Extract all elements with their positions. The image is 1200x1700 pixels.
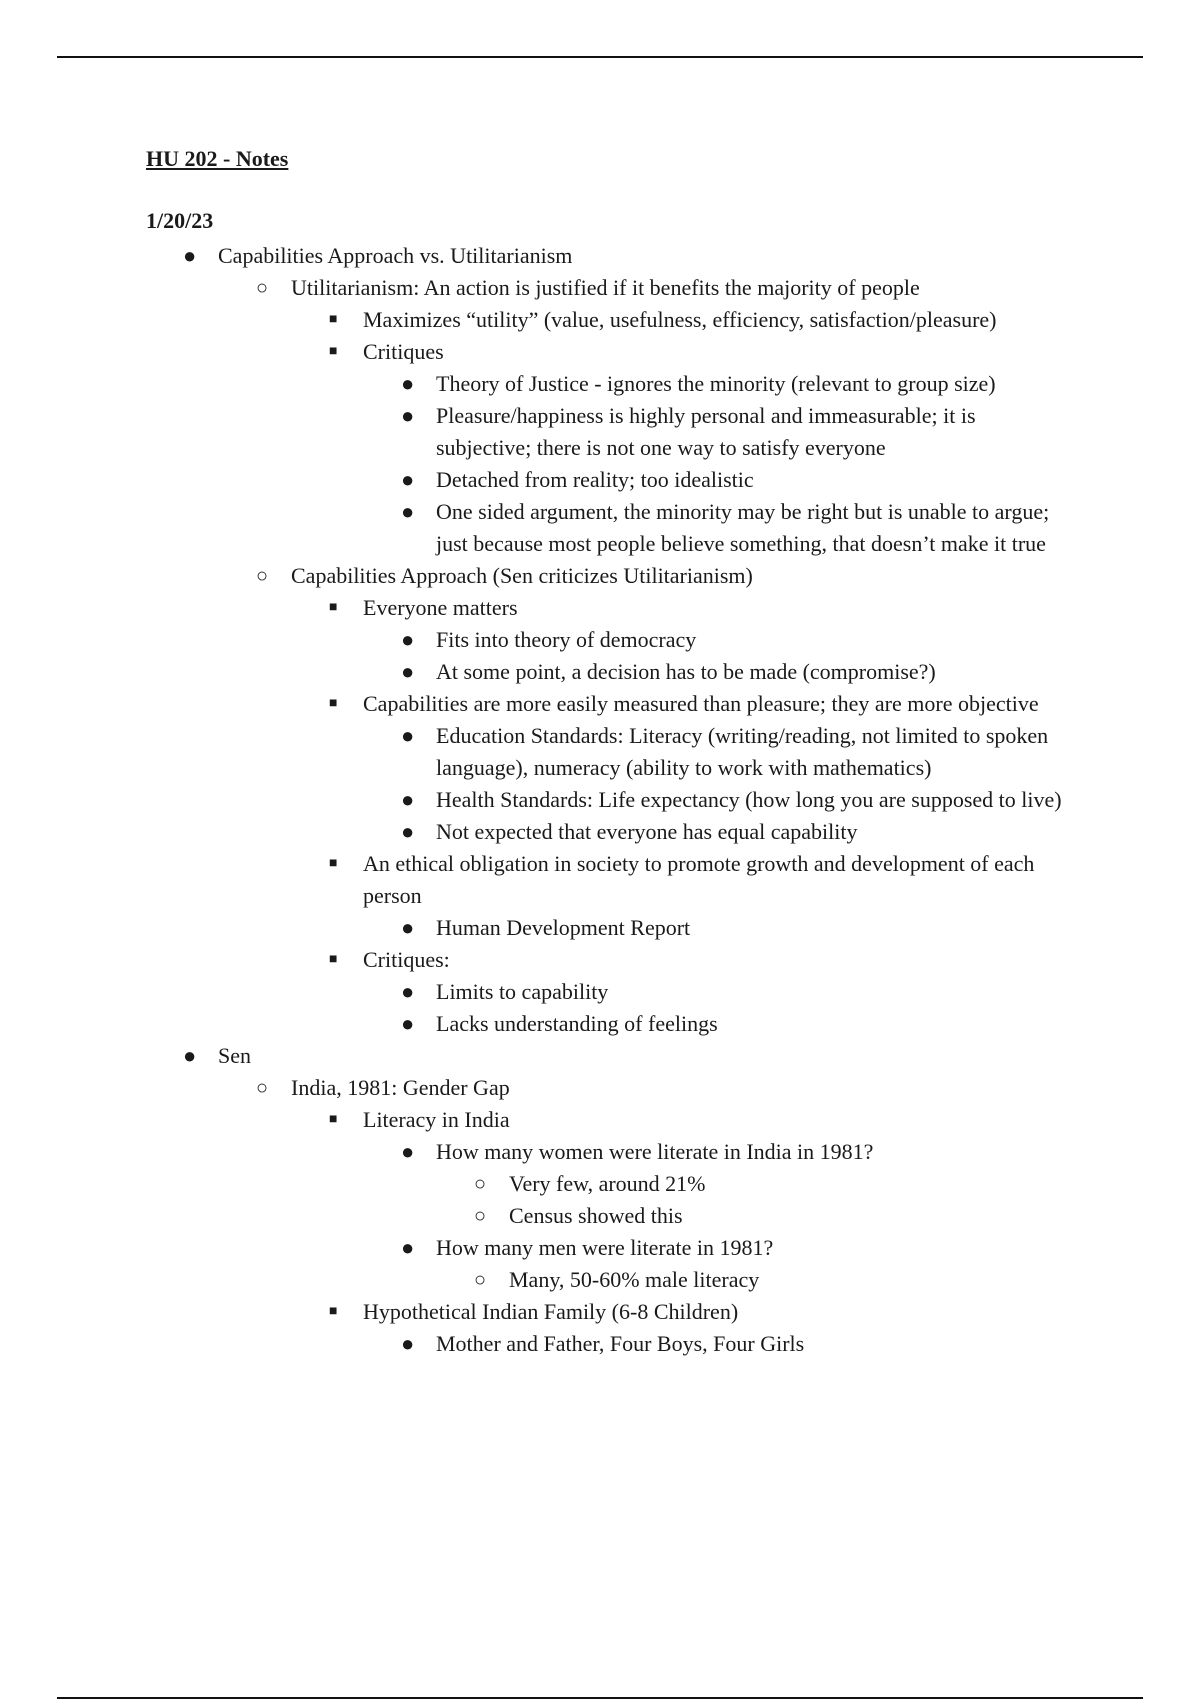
circle-bullet-icon: ○ (474, 1205, 487, 1227)
item-text: Health Standards: Life expectancy (how long you are supposed to live) (436, 787, 1062, 812)
item-text: Many, 50-60% male literacy (509, 1267, 760, 1292)
item-text: Human Development Report (436, 915, 691, 940)
disc-bullet-icon: ● (401, 1331, 415, 1356)
list-item (0, 848, 1083, 912)
list-item (0, 1168, 1200, 1200)
circle-bullet-icon: ○ (256, 1077, 269, 1099)
list-item (0, 624, 1076, 656)
item-text: Utilitarianism: An action is justified if it benefits the majority of people (291, 275, 920, 300)
item-text: Limits to capability (436, 979, 609, 1004)
item-text: How many women were literate in India in 1981? (436, 1139, 874, 1164)
list-item (0, 1008, 1076, 1040)
item-text: An ethical obligation in society to promote growth and development of each person (363, 851, 1035, 908)
section-date: 1/20/23 (146, 208, 214, 233)
list-item (0, 784, 1076, 816)
disc-bullet-icon: ● (401, 819, 415, 844)
list-item (0, 976, 1076, 1008)
list-item (0, 336, 1083, 368)
item-text: Lacks understanding of feelings (436, 1011, 718, 1036)
circle-bullet-icon: ○ (256, 565, 269, 587)
item-text: Pleasure/happiness is highly personal and immeasurable; it is subjective; there is not one way to satisfy everyone (436, 403, 976, 460)
item-text: Literacy in India (363, 1107, 510, 1132)
list-item (0, 1200, 1200, 1232)
bottom-rule (57, 1697, 1143, 1699)
item-text: Hypothetical Indian Family (6-8 Children) (363, 1299, 739, 1324)
item-text: One sided argument, the minority may be right but is unable to argue; just because most people believe something, that doesn’t make it true (436, 499, 1050, 556)
list-item (0, 816, 1076, 848)
circle-bullet-icon: ○ (474, 1173, 487, 1195)
item-text: Education Standards: Literacy (writing/reading, not limited to spoken language), numeracy (ability to work with mathematics) (436, 723, 1049, 780)
list-item (0, 912, 1076, 944)
disc-bullet-icon: ● (401, 627, 415, 652)
square-bullet-icon: ■ (329, 312, 338, 327)
item-text: Capabilities are more easily measured than pleasure; they are more objective (363, 691, 1039, 716)
list-item (0, 368, 1076, 400)
list-item (0, 688, 1083, 720)
square-bullet-icon: ■ (329, 1112, 338, 1127)
list-item (0, 1328, 1076, 1360)
item-text: Not expected that everyone has equal capability (436, 819, 858, 844)
list-item (0, 944, 1083, 976)
top-rule (57, 56, 1143, 58)
square-bullet-icon: ■ (329, 1304, 338, 1319)
disc-bullet-icon: ● (401, 979, 415, 1004)
circle-bullet-icon: ○ (256, 277, 269, 299)
square-bullet-icon: ■ (329, 856, 338, 871)
page-title: HU 202 - Notes (146, 146, 289, 171)
list-item (0, 592, 1083, 624)
item-text: How many men were literate in 1981? (436, 1235, 774, 1260)
list-item (0, 240, 1200, 272)
disc-bullet-icon: ● (401, 371, 415, 396)
list-item (0, 1136, 1076, 1168)
list-item (0, 496, 1076, 560)
item-text: Census showed this (509, 1203, 683, 1228)
disc-bullet-icon: ● (401, 659, 415, 684)
disc-bullet-icon: ● (401, 1235, 415, 1260)
disc-bullet-icon: ● (401, 403, 415, 428)
list-item (0, 1264, 1200, 1296)
disc-bullet-icon: ● (183, 243, 197, 268)
item-text: Mother and Father, Four Boys, Four Girls (436, 1331, 805, 1356)
list-item (0, 272, 1200, 304)
list-item (0, 720, 1076, 784)
disc-bullet-icon: ● (401, 467, 415, 492)
list-item (0, 1232, 1076, 1264)
square-bullet-icon: ■ (329, 696, 338, 711)
item-text: Very few, around 21% (509, 1171, 706, 1196)
item-text: Fits into theory of democracy (436, 627, 697, 652)
list-item (0, 1072, 1200, 1104)
disc-bullet-icon: ● (183, 1043, 197, 1068)
disc-bullet-icon: ● (401, 915, 415, 940)
item-text: Maximizes “utility” (value, usefulness, efficiency, satisfaction/pleasure) (363, 307, 997, 332)
list-item (0, 1040, 1200, 1072)
list-item (0, 1104, 1083, 1136)
item-text: Capabilities Approach (Sen criticizes Utilitarianism) (291, 563, 753, 588)
square-bullet-icon: ■ (329, 952, 338, 967)
item-text: India, 1981: Gender Gap (291, 1075, 510, 1100)
item-text: Everyone matters (363, 595, 518, 620)
item-text: Capabilities Approach vs. Utilitarianism (218, 243, 573, 268)
square-bullet-icon: ■ (329, 600, 338, 615)
disc-bullet-icon: ● (401, 1011, 415, 1036)
list-item (0, 1296, 1083, 1328)
disc-bullet-icon: ● (401, 787, 415, 812)
item-text: Theory of Justice - ignores the minority (relevant to group size) (436, 371, 996, 396)
list-item (0, 656, 1076, 688)
item-text: Critiques (363, 339, 444, 364)
square-bullet-icon: ■ (329, 344, 338, 359)
item-text: Sen (218, 1043, 251, 1068)
item-text: Detached from reality; too idealistic (436, 467, 754, 492)
list-item (0, 400, 1076, 464)
list-item (0, 304, 1083, 336)
list-item (0, 464, 1076, 496)
item-text: Critiques: (363, 947, 450, 972)
disc-bullet-icon: ● (401, 1139, 415, 1164)
notes-list (0, 240, 1200, 1360)
disc-bullet-icon: ● (401, 723, 415, 748)
circle-bullet-icon: ○ (474, 1269, 487, 1291)
item-text: At some point, a decision has to be made (compromise?) (436, 659, 936, 684)
disc-bullet-icon: ● (401, 499, 415, 524)
list-item (0, 560, 1200, 592)
